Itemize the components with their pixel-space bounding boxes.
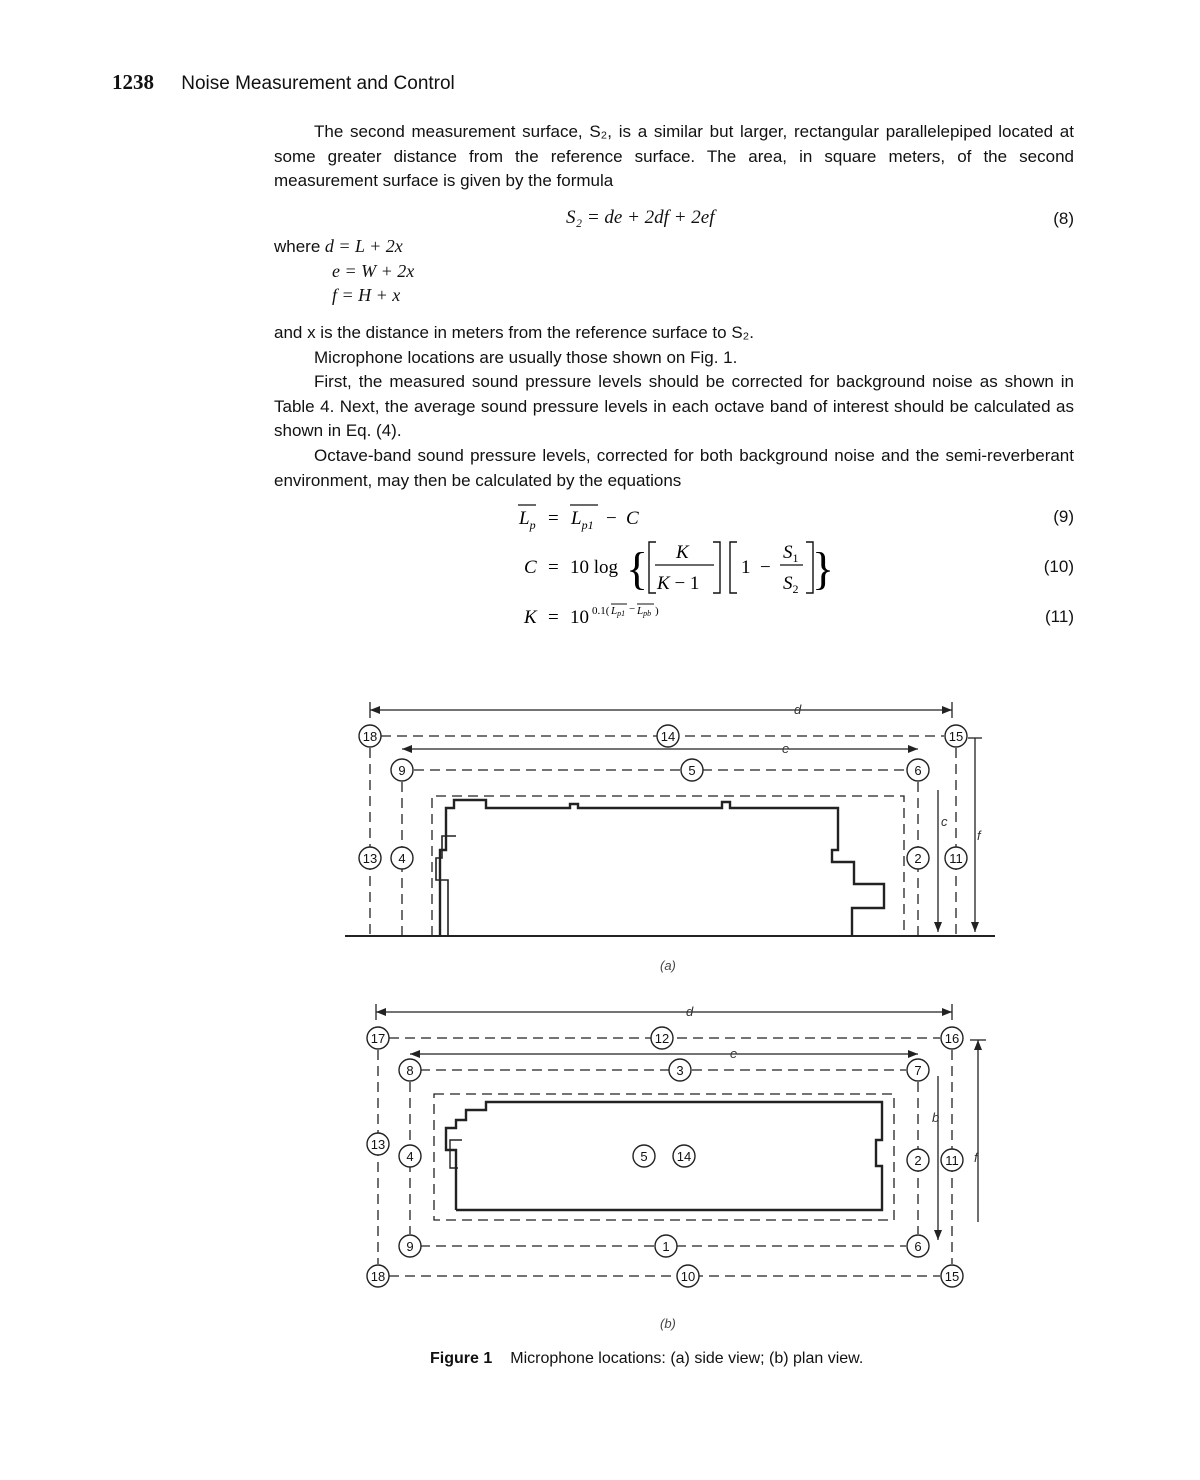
plan-mic-label-12: 12 [654, 1031, 670, 1046]
running-title: Noise Measurement and Control [181, 73, 455, 94]
svg-text:0.1(: 0.1( [592, 605, 610, 617]
dim-label-d-a: d [794, 702, 802, 717]
dim-label-b-b: b [932, 1110, 940, 1125]
svg-text:−: − [760, 557, 771, 578]
plan-mic-label-9: 9 [406, 1239, 414, 1254]
plan-mic-label-17: 17 [370, 1031, 386, 1046]
svg-text:10: 10 [570, 607, 589, 628]
paragraph-2: and x is the distance in meters from the reference surface to S₂. [274, 323, 754, 342]
side-mic-label-9: 9 [398, 763, 406, 778]
dim-label-f-a: f [977, 828, 981, 843]
svg-text:Lp1: $L_{p1}$ [571, 508, 594, 532]
side-mic-label-13: 13 [362, 851, 378, 866]
dim-label-c-a: c [941, 814, 948, 829]
plan-mic-label-14: 14 [676, 1149, 692, 1164]
subfigure-a-label: (a) [660, 958, 676, 973]
svg-text:1: 1 [741, 557, 751, 578]
where-line-e: e = W + 2x [332, 261, 415, 281]
caption-text: Microphone locations: (a) side view; (b) plan view. [510, 1350, 864, 1367]
paragraph-5: Octave-band sound pressure levels, corrected for both background noise and the semi-reverberant environment, may then be calculated by the equations [274, 446, 1074, 490]
equation-9-number: (9) [1053, 507, 1074, 526]
plan-mic-label-7: 7 [914, 1063, 922, 1078]
svg-text:=: = [548, 557, 559, 578]
plan-mic-label-15: 15 [944, 1269, 960, 1284]
svg-text:Lpb: Lpb [637, 605, 652, 618]
svg-text:{: { [626, 543, 649, 594]
paragraph-1: The second measurement surface, S₂, is a similar but larger, rectangular parallelepiped located at some greater distance from the reference surface. The area, in square meters, of the second measurement surface is given by the formula [274, 122, 1074, 190]
plan-mic-label-4: 4 [406, 1149, 414, 1164]
svg-text:K: K [524, 607, 537, 628]
svg-text:=: = [548, 607, 559, 628]
svg-text:−: − [606, 508, 617, 529]
svg-text:Lp1: Lp1 [611, 605, 626, 618]
plan-mic-label-18: 18 [370, 1269, 386, 1284]
svg-text:C: C [626, 508, 639, 529]
side-mic-label-18: 18 [362, 729, 378, 744]
side-mic-label-11: 11 [949, 851, 963, 866]
where-line-f: f = H + x [332, 285, 401, 305]
side-mic-label-14: 14 [660, 729, 676, 744]
svg-text:): ) [655, 605, 659, 617]
plan-mic-label-5: 5 [640, 1149, 648, 1164]
svg-text:}: } [812, 543, 835, 594]
equation-10-number: (10) [1043, 557, 1074, 576]
dim-label-e-b: e [730, 1046, 738, 1061]
side-mic-label-15: 15 [948, 729, 964, 744]
plan-mic-label-8: 8 [406, 1063, 414, 1078]
caption-label: Figure 1 [430, 1350, 493, 1367]
paragraph-4: First, the measured sound pressure levels should be corrected for background noise as shown in Table 4. Next, the average sound pressure levels in each octave band of interest should be calculated as shown in Eq. (4). [274, 372, 1074, 440]
figure-caption [430, 1350, 863, 1368]
equation-8: S₂ = de + 2df + 2ef [566, 207, 715, 228]
dim-label-d-b: d [686, 1004, 694, 1019]
plan-mic-label-11: 11 [945, 1153, 959, 1168]
equation-8-number: (8) [1053, 209, 1074, 228]
svg-text:−: − [629, 603, 636, 615]
svg-text:S2: $S_2$ [783, 573, 799, 596]
where-line-d: d = L + 2x [324, 236, 403, 256]
side-mic-label-2: 2 [914, 851, 922, 866]
svg-text:C: C [524, 557, 537, 578]
side-mic-label-5: 5 [688, 763, 696, 778]
paragraph-3: Microphone locations are usually those shown on Fig. 1. [314, 348, 738, 367]
side-mic-label-6: 6 [914, 763, 922, 778]
plan-mic-label-10: 10 [680, 1269, 696, 1284]
dim-label-f-b: f [974, 1150, 978, 1165]
plan-mic-label-16: 16 [944, 1031, 960, 1046]
plan-mic-label-1: 1 [662, 1239, 670, 1254]
svg-text:=: = [548, 508, 559, 529]
dim-label-e-a: e [782, 741, 790, 756]
plan-mic-label-3: 3 [676, 1063, 684, 1078]
page-number: 1238 [112, 70, 154, 94]
svg-text:S1: $S_1$ [783, 542, 799, 565]
svg-text:K: K [676, 542, 689, 563]
svg-text:K − 1: K − 1 [657, 573, 700, 594]
subfigure-b-label: (b) [660, 1316, 676, 1331]
plan-view [376, 1004, 986, 1276]
equation-11-number: (11) [1045, 607, 1074, 626]
plan-mic-label-6: 6 [914, 1239, 922, 1254]
side-mic-label-4: 4 [398, 851, 406, 866]
svg-text:10 log: 10 log [570, 557, 619, 578]
where-label: where [274, 237, 321, 256]
plan-mic-label-13: 13 [370, 1137, 386, 1152]
svg-text:Lp: $L_p$ [519, 508, 536, 532]
plan-mic-label-2: 2 [914, 1153, 922, 1168]
